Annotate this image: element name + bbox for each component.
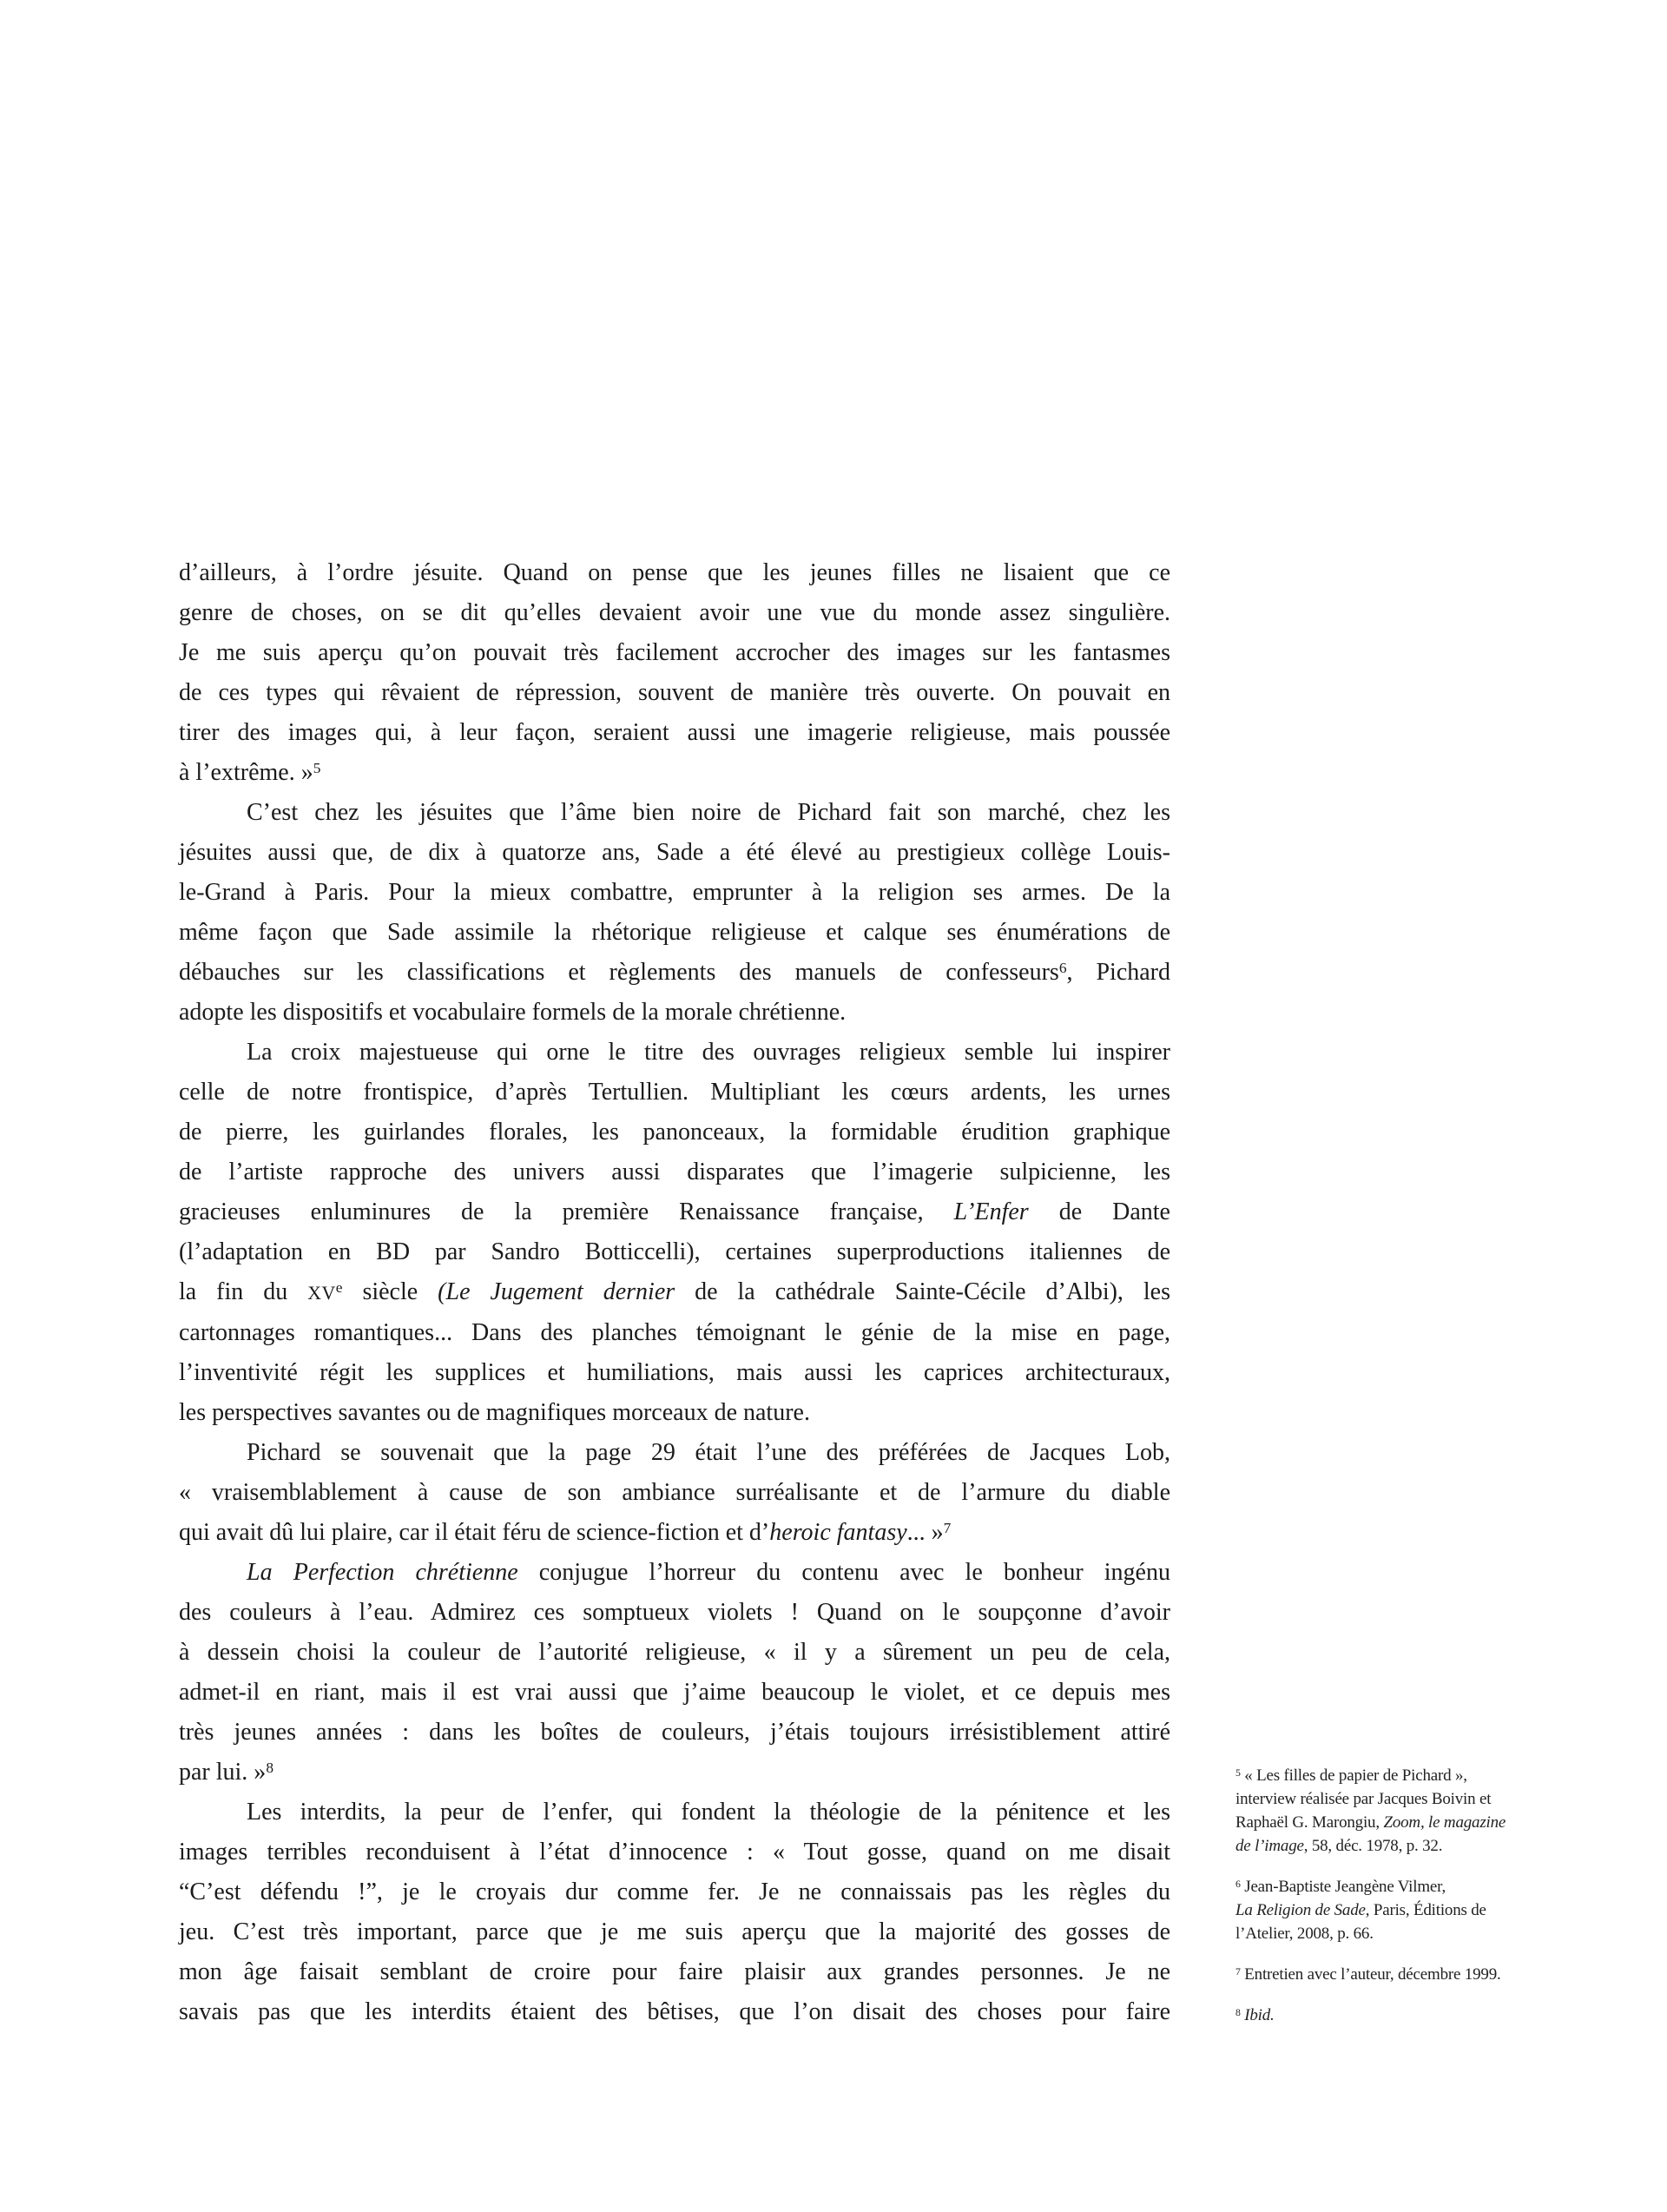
text-line (179, 953, 1170, 993)
text-line (179, 553, 1170, 593)
text-segment: (Le Jugement dernier (438, 1278, 675, 1305)
paragraph (179, 1793, 1170, 2032)
text-segment: l’Atelier, 2008, p. 66. (1235, 1925, 1374, 1943)
text-segment: « vraisemblablement à cause de son ambiance surréalisante et de l’armure du diable (179, 1479, 1170, 1506)
text-segment: tirer des images qui, à leur façon, seraient aussi une imagerie religieuse, mais poussée (179, 719, 1170, 746)
text-segment: (l’adaptation en BD par Sandro Botticcelli), certaines superproductions italiennes de (179, 1238, 1170, 1265)
footnote-line (1235, 1811, 1565, 1834)
text-line (179, 913, 1170, 953)
text-line (179, 1272, 1170, 1313)
text-segment: XV (307, 1283, 336, 1304)
text-segment: images terribles reconduisent à l’état d’innocence : « Tout gosse, quand on me disait (179, 1839, 1170, 1865)
text-segment: siècle (342, 1278, 438, 1305)
text-line (179, 1073, 1170, 1113)
text-segment: admet-il en riant, mais il est vrai aussi que j’aime beaucoup le violet, et ce depuis mes (179, 1679, 1170, 1706)
footnote-line (1235, 1834, 1565, 1858)
footnote-line (1235, 1898, 1565, 1922)
text-segment: même façon que Sade assimile la rhétorique religieuse et calque ses énumérations de (179, 919, 1170, 946)
text-line (179, 1872, 1170, 1912)
text-segment: très jeunes années : dans les boîtes de couleurs, j’étais toujours irrésistiblement attiré (179, 1719, 1170, 1746)
text-segment: « Les filles de papier de Pichard », (1244, 1766, 1467, 1785)
text-line (179, 833, 1170, 873)
text-segment: L’Enfer (953, 1198, 1029, 1225)
text-segment: cartonnages romantiques... Dans des planches témoignant le génie de la mise en page, (179, 1319, 1170, 1346)
footnote-number: 7 (1235, 1965, 1241, 1978)
text-segment: Entretien avec l’auteur, décembre 1999. (1244, 1965, 1501, 1984)
text-segment: de Dante (1028, 1198, 1170, 1225)
text-segment: , Pichard (1066, 959, 1170, 986)
text-line (179, 793, 1170, 833)
text-segment: La croix majestueuse qui orne le titre des ouvrages religieux semble lui inspirer (247, 1039, 1170, 1066)
text-segment: jeu. C’est très important, parce que je me suis aperçu que la majorité des gosses de (179, 1918, 1170, 1945)
text-line (179, 993, 1170, 1033)
text-segment: , Paris, Éditions de (1365, 1901, 1486, 1919)
footnote-reference: e (335, 1279, 343, 1297)
footnote-5 (1235, 1764, 1565, 1858)
text-segment: de la cathédrale Sainte-Cécile d’Albi), les (675, 1278, 1170, 1305)
text-line (179, 1192, 1170, 1232)
text-segment: , 58, déc. 1978, p. 32. (1303, 1837, 1443, 1855)
footnote-reference: 6 (1058, 960, 1067, 977)
footnote-number: 6 (1235, 1878, 1241, 1890)
footnote-reference: 5 (313, 760, 321, 777)
text-line (179, 593, 1170, 633)
text-segment: à dessein choisi la couleur de l’autorité religieuse, « il y a sûrement un peu de cela, (179, 1639, 1170, 1666)
footnote-line (1235, 1963, 1565, 1986)
footnote-line (1235, 1875, 1565, 1898)
text-line (179, 1553, 1170, 1593)
text-line (179, 1992, 1170, 2032)
text-segment: savais pas que les interdits étaient des bêtises, que l’on disait des choses pour faire (179, 1998, 1170, 2025)
text-segment: de pierre, les guirlandes florales, les panonceaux, la formidable érudition graphique (179, 1119, 1170, 1146)
text-segment: jésuites aussi que, de dix à quatorze ans, Sade a été élevé au prestigieux collège Louis- (179, 839, 1170, 866)
paragraph (179, 793, 1170, 1033)
text-segment: les perspectives savantes ou de magnifiques morceaux de nature. (179, 1399, 810, 1426)
text-segment: de l’artiste rapproche des univers aussi disparates que l’imagerie sulpicienne, les (179, 1159, 1170, 1185)
text-line (179, 1232, 1170, 1272)
text-segment: par lui. » (179, 1759, 267, 1786)
text-segment: le-Grand à Paris. Pour la mieux combattre, emprunter à la religion ses armes. De la (179, 879, 1170, 906)
text-segment: Les interdits, la peur de l’enfer, qui fondent la théologie de la pénitence et les (247, 1799, 1170, 1826)
text-line (179, 1793, 1170, 1832)
text-line (179, 1673, 1170, 1713)
text-line (179, 1473, 1170, 1513)
text-line (179, 713, 1170, 753)
text-line (179, 1513, 1170, 1553)
footnotes-column (1235, 1764, 1565, 2044)
text-line (179, 1593, 1170, 1633)
text-segment: Je me suis aperçu qu’on pouvait très facilement accrocher des images sur les fantasmes (179, 639, 1170, 666)
footnote-8 (1235, 2004, 1565, 2027)
text-segment: C’est chez les jésuites que l’âme bien noire de Pichard fait son marché, chez les (247, 799, 1170, 826)
text-segment: celle de notre frontispice, d’après Tertullien. Multipliant les cœurs ardents, les urnes (179, 1079, 1170, 1106)
paragraph (179, 1033, 1170, 1433)
text-line (179, 1832, 1170, 1872)
text-segment: adopte les dispositifs et vocabulaire formels de la morale chrétienne. (179, 999, 847, 1026)
footnote-6 (1235, 1875, 1565, 1945)
paragraph (179, 553, 1170, 793)
text-line (179, 1433, 1170, 1473)
body-text-column (179, 553, 1170, 2032)
footnote-7 (1235, 1963, 1565, 1986)
text-line (179, 1713, 1170, 1753)
footnote-number: 8 (1235, 2006, 1241, 2018)
text-line (179, 1313, 1170, 1353)
text-segment: mon âge faisait semblant de croire pour faire plaisir aux grandes personnes. Je ne (179, 1958, 1170, 1985)
text-segment: heroic fantasy (769, 1519, 907, 1546)
text-segment: la fin du (179, 1278, 308, 1305)
text-segment: débauches sur les classifications et règlements des manuels de confesseurs (179, 959, 1059, 986)
text-line (179, 633, 1170, 673)
footnote-reference: 7 (943, 1520, 952, 1537)
text-segment: de l’image (1235, 1837, 1304, 1855)
text-line (179, 1033, 1170, 1073)
text-segment: genre de choses, on se dit qu’elles devaient avoir une vue du monde assez singulière. (179, 599, 1170, 626)
text-segment: La Perfection chrétienne (247, 1559, 518, 1586)
text-line (179, 1353, 1170, 1393)
text-segment: des couleurs à l’eau. Admirez ces somptueux violets ! Quand on le soupçonne d’avoir (179, 1599, 1170, 1626)
text-segment: Pichard se souvenait que la page 29 était l’une des préférées de Jacques Lob, (247, 1439, 1170, 1466)
paragraph (179, 1553, 1170, 1793)
text-segment: qui avait dû lui plaire, car il était féru de science-fiction et d’ (179, 1519, 770, 1546)
text-segment: interview réalisée par Jacques Boivin et (1235, 1790, 1492, 1808)
text-line (179, 1952, 1170, 1992)
footnote-reference: 8 (266, 1760, 273, 1777)
text-segment: à l’extrême. » (179, 759, 313, 786)
text-line (179, 1633, 1170, 1673)
text-segment: Jean-Baptiste Jeangène Vilmer, (1244, 1878, 1446, 1896)
footnote-line (1235, 2004, 1565, 2027)
text-line (179, 1912, 1170, 1952)
text-segment: conjugue l’horreur du contenu avec le bonheur ingénu (517, 1559, 1170, 1586)
text-line (179, 1393, 1170, 1433)
footnote-line (1235, 1922, 1565, 1945)
footnote-number: 5 (1235, 1766, 1241, 1779)
text-line (179, 673, 1170, 713)
footnote-line (1235, 1787, 1565, 1811)
text-segment: l’inventivité régit les supplices et humiliations, mais aussi les caprices architecturaux, (179, 1359, 1170, 1386)
text-line (179, 753, 1170, 793)
text-line (179, 1753, 1170, 1793)
text-line (179, 1113, 1170, 1152)
paragraph (179, 1433, 1170, 1553)
text-segment: gracieuses enluminures de la première Renaissance française, (179, 1198, 954, 1225)
text-line (179, 1152, 1170, 1192)
text-segment: d’ailleurs, à l’ordre jésuite. Quand on pense que les jeunes filles ne lisaient que ce (179, 559, 1170, 586)
text-segment: Ibid. (1244, 2006, 1275, 2024)
text-line (179, 873, 1170, 913)
text-segment: de ces types qui rêvaient de répression, souvent de manière très ouverte. On pouvait en (179, 679, 1170, 706)
text-segment: “C’est défendu !”, je le croyais dur comme fer. Je ne connaissais pas les règles du (179, 1879, 1170, 1905)
text-segment: ... » (906, 1519, 944, 1546)
text-segment: La Religion de Sade (1235, 1901, 1366, 1919)
footnote-line (1235, 1764, 1565, 1787)
text-segment: Zoom, le magazine (1383, 1813, 1506, 1832)
text-segment: Raphaël G. Marongiu, (1235, 1813, 1384, 1832)
